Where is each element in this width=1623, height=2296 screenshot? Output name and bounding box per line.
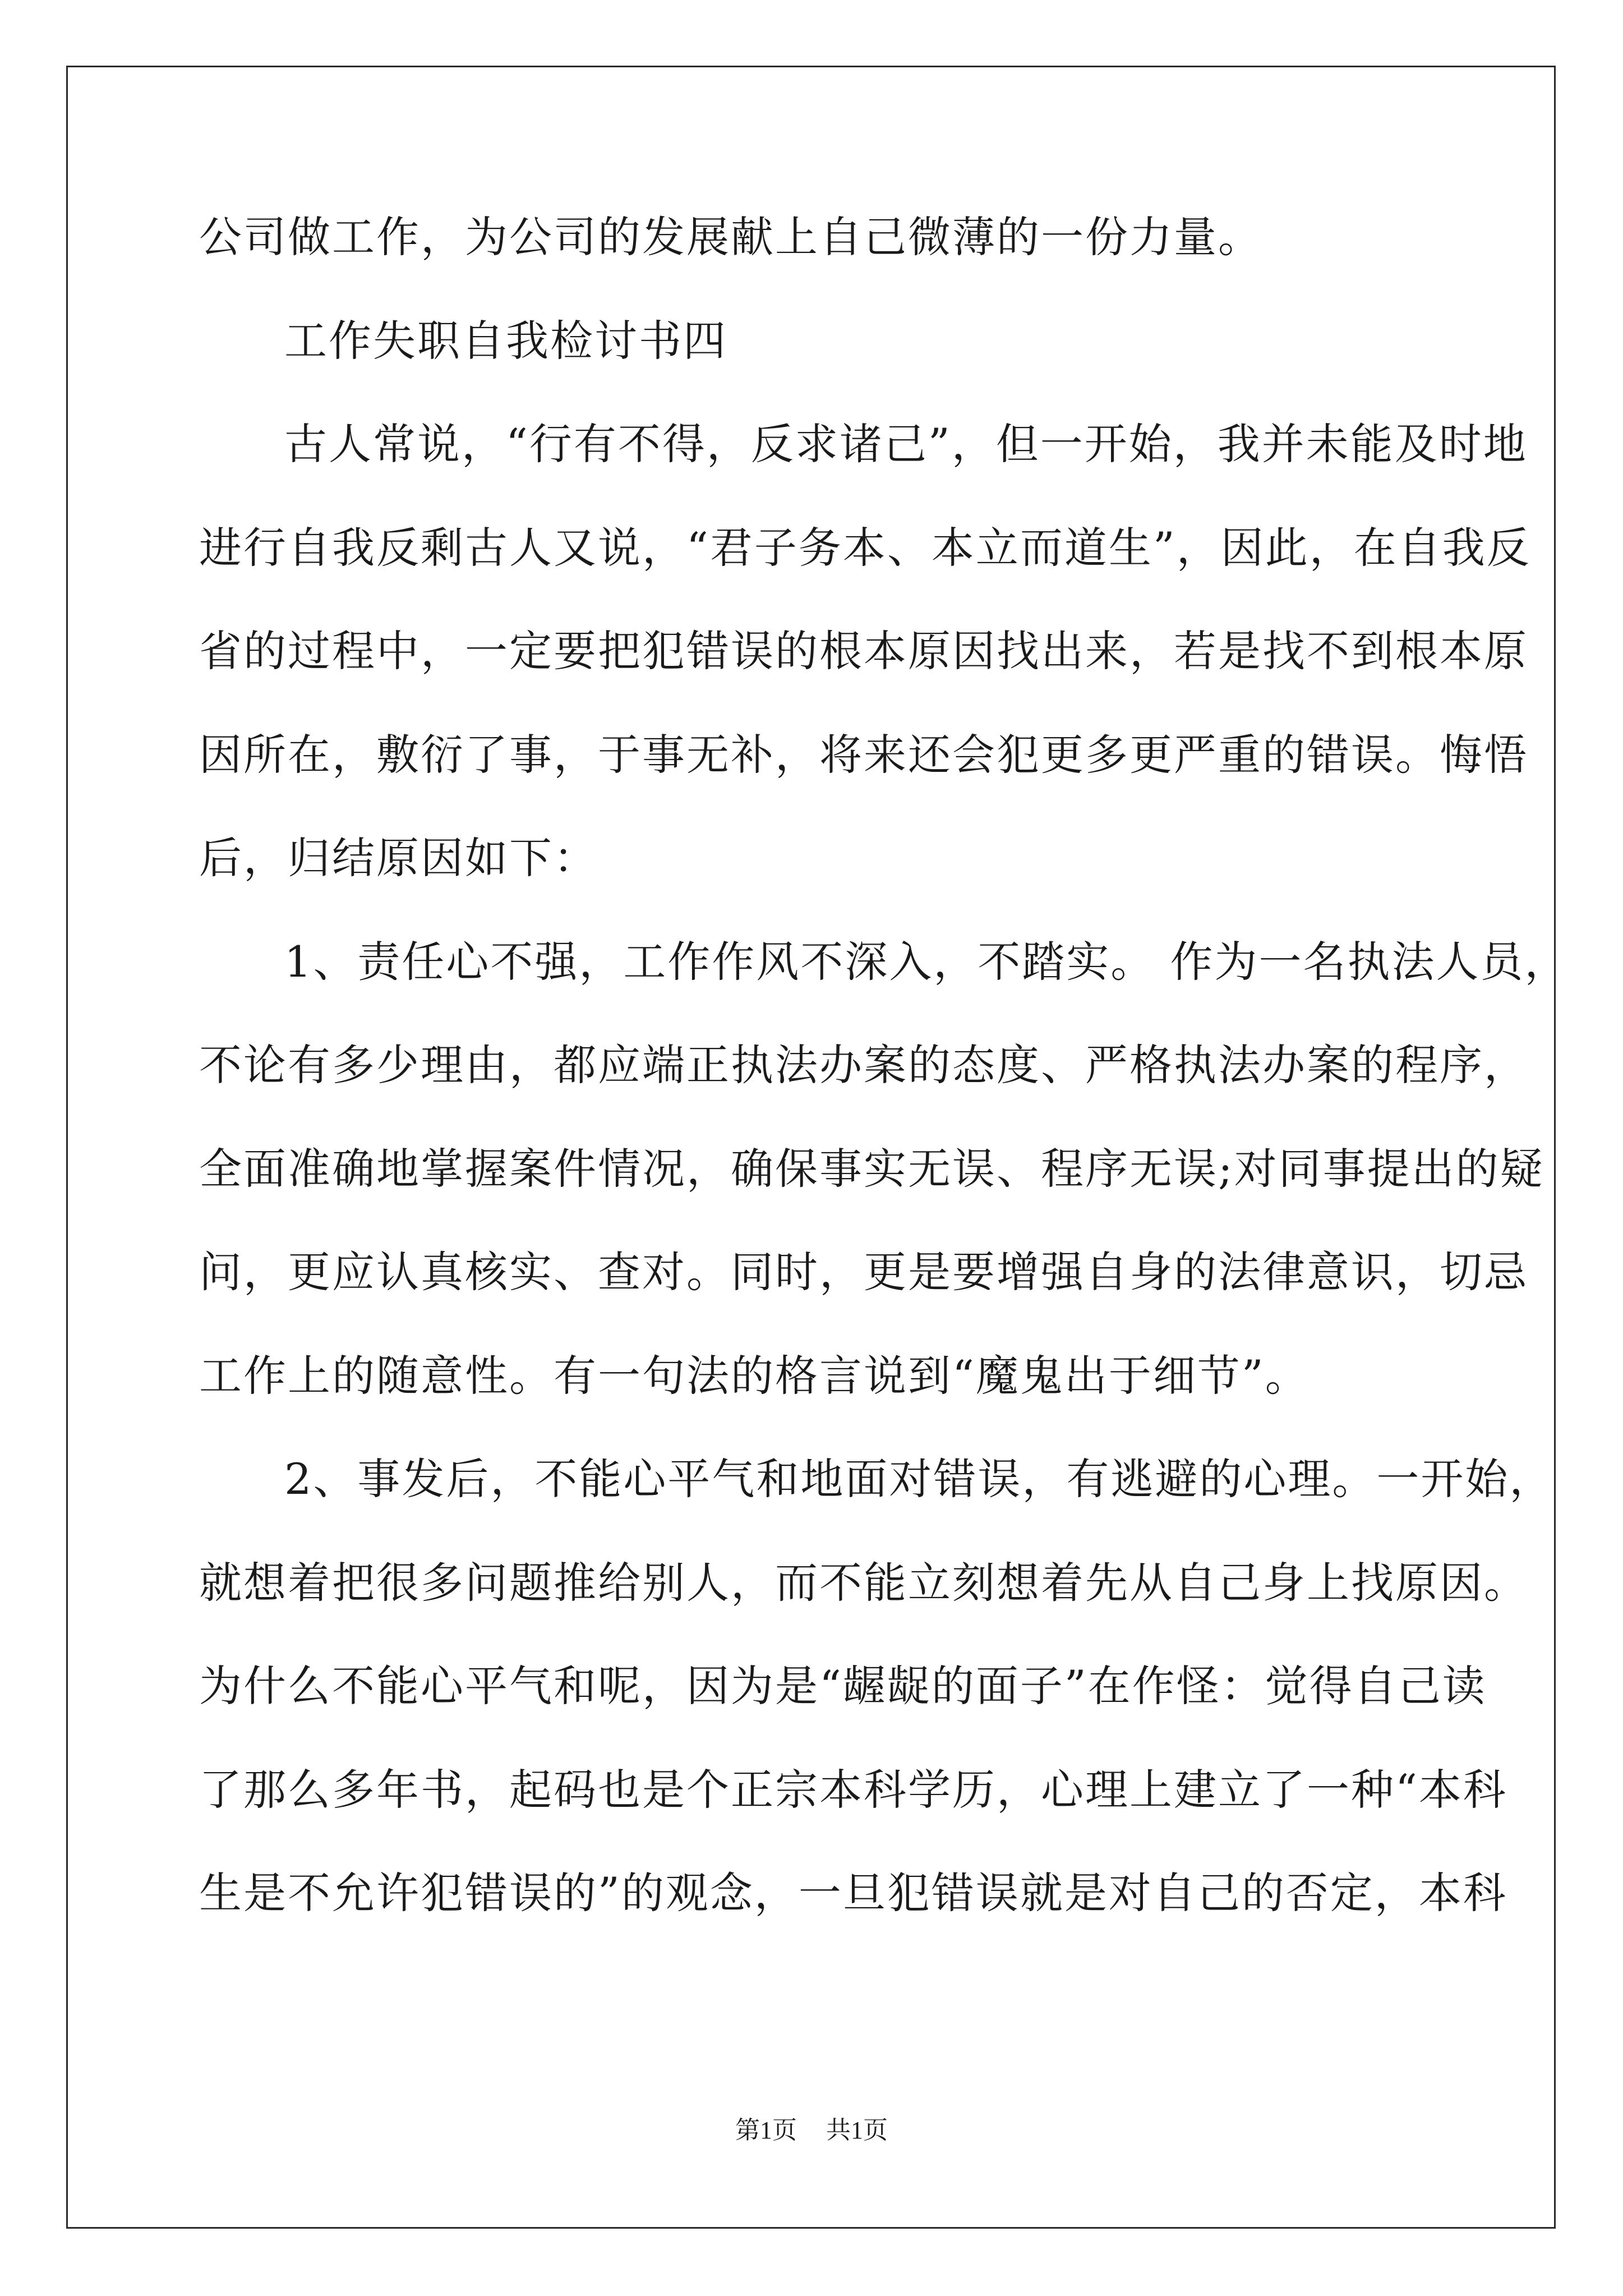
text-line: 生是不允许犯错误的”的观念，一旦犯错误就是对自己的否定，本科 (199, 1868, 1507, 1918)
text-line: 了那么多年书，起码也是个正宗本科学历，心理上建立了一种“本科 (199, 1764, 1507, 1815)
page-total: 共1页 (826, 2116, 888, 2144)
text-line: 2、事发后，不能心平气和地面对错误，有逃避的心理。一开始， (284, 1454, 1554, 1504)
text-line: 为什么不能心平气和呢，因为是“龌龊的面子”在作怪：觉得自己读 (199, 1661, 1487, 1711)
text-line: 进行自我反剩古人又说，“君子务本、本立而道生”，因此，在自我反 (199, 522, 1531, 573)
document-body (199, 212, 1569, 1976)
text-line: 省的过程中，一定要把犯错误的根本原因找出来，若是找不到根本原 (199, 626, 1528, 676)
text-line: 古人常说，“行有不得，反求诸己”，但一开始，我并未能及时地 (284, 419, 1528, 469)
text-line: 公司做工作，为公司的发展献上自己微薄的一份力量。 (199, 212, 1262, 262)
text-line: 问，更应认真核实、查对。同时，更是要增强自身的法律意识，切忌 (199, 1247, 1528, 1297)
text-line: 1、责任心不强，工作作风不深入，不踏实。 作为一名执法人员， (284, 936, 1569, 987)
text-line: 工作上的随意性。有一句法的格言说到“魔鬼出于细节”。 (199, 1350, 1310, 1401)
page-number: 第1页 (735, 2116, 797, 2144)
text-line: 因所在，敷衍了事，于事无补，将来还会犯更多更严重的错误。悔悟 (199, 729, 1528, 780)
text-line: 工作失职自我检讨书四 (284, 315, 727, 366)
text-line: 后，归结原因如下： (199, 833, 598, 883)
text-line: 不论有多少理由，都应端正执法办案的态度、严格执法办案的程序， (199, 1040, 1528, 1090)
text-line: 全面准确地掌握案件情况，确保事实无误、程序无误;对同事提出的疑 (199, 1143, 1544, 1194)
page-footer (0, 2118, 1623, 2143)
text-line: 就想着把很多问题推给别人，而不能立刻想着先从自己身上找原因。 (199, 1557, 1528, 1608)
